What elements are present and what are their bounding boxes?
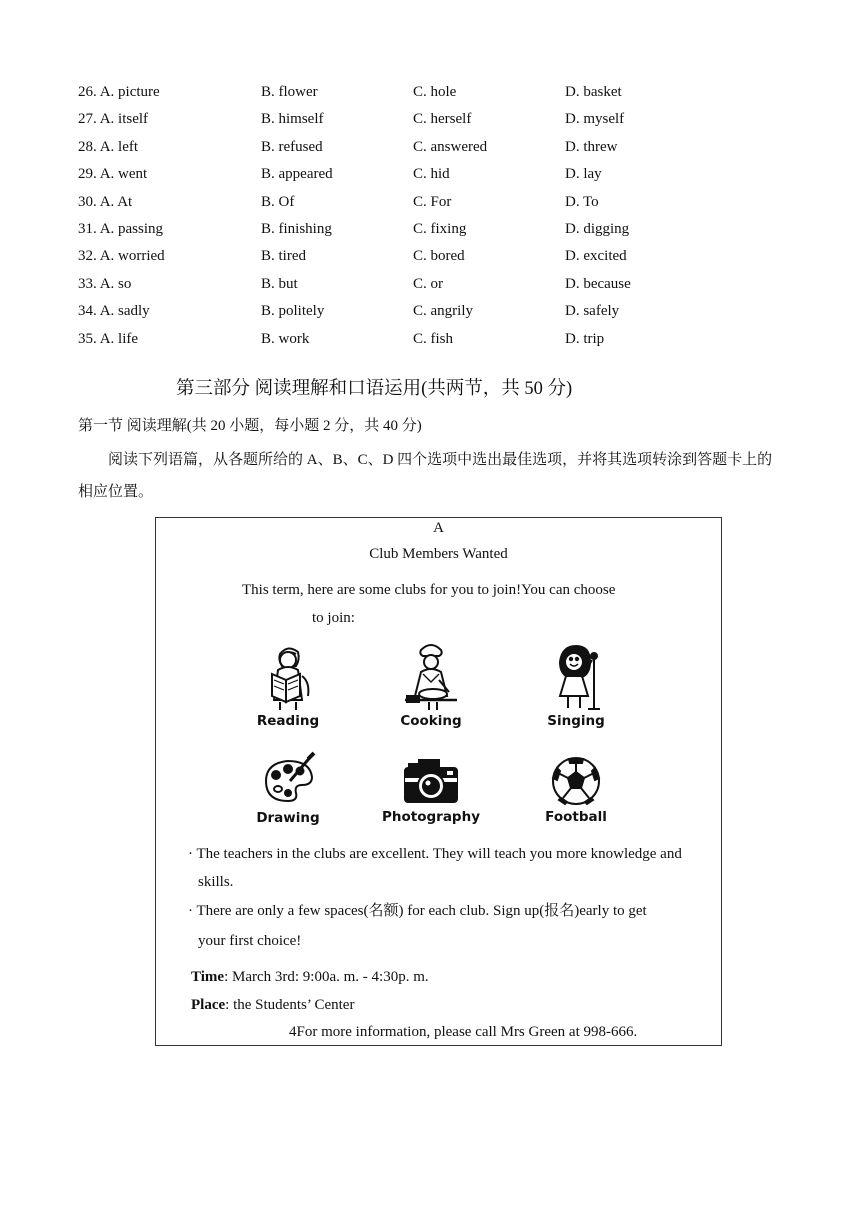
option-a: 34. A. sadly [78, 303, 150, 320]
question-row [78, 331, 778, 358]
option-c: C. bored [413, 248, 465, 265]
option-b: B. finishing [261, 220, 332, 237]
option-a: 26. A. picture [78, 84, 160, 100]
passage-box [155, 517, 722, 1046]
option-b: B. himself [261, 111, 324, 128]
question-row [78, 221, 778, 248]
option-b: B. flower [261, 84, 318, 100]
passage-title: Club Members Wanted [369, 546, 508, 562]
question-row [78, 248, 778, 275]
club-drawing [228, 751, 348, 826]
option-d: D. lay [565, 166, 602, 183]
option-d: D. myself [565, 111, 625, 128]
palette-icon [258, 751, 318, 809]
option-d: D. safely [565, 303, 620, 320]
option-c: C. answered [413, 138, 488, 155]
option-d: D. digging [565, 220, 630, 237]
option-c: C. For [413, 193, 452, 210]
football-icon [549, 754, 603, 808]
option-b: B. tired [261, 248, 306, 265]
club-cooking [371, 640, 491, 729]
option-a: 32. A. worried [78, 248, 165, 265]
option-c: C. herself [413, 111, 472, 128]
club-label-reading: Reading [256, 713, 320, 729]
question-row [78, 276, 778, 303]
contact-info: 4For more information, please call Mrs Green at 998-666. [289, 1024, 638, 1040]
club-label-drawing: Drawing [256, 810, 320, 826]
instructions: 阅读下列语篇，从各题所给的 A、B、C、D 四个选项中选出最佳选项，并将其选项转涂到答题卡上的相应位置。 [78, 452, 773, 500]
part-title: 第三部分 阅读理解和口语运用(共两节，共 50 分) [176, 379, 573, 399]
bullet-teachers: · The teachers in the clubs are excellent. They will teach you more knowledge and skills. [188, 846, 682, 890]
cooking-icon [399, 640, 463, 712]
option-c: C. fixing [413, 220, 467, 237]
option-c: C. or [413, 275, 443, 292]
passage-letter: A [433, 520, 444, 536]
option-b: B. appeared [261, 166, 333, 183]
camera-icon [401, 756, 461, 808]
question-row [78, 303, 778, 330]
section-title: 第一节 阅读理解(共 20 小题，每小题 2 分，共 40 分) [78, 418, 422, 434]
club-label-cooking: Cooking [400, 713, 462, 729]
club-reading [228, 640, 348, 729]
question-row [78, 84, 778, 111]
club-label-singing: Singing [547, 713, 605, 729]
question-row [78, 139, 778, 166]
club-photography [371, 756, 491, 825]
option-b: B. politely [261, 303, 325, 320]
option-d: D. To [565, 193, 599, 210]
club-label-football: Football [545, 809, 607, 825]
question-row [78, 194, 778, 221]
option-d: D. trip [565, 330, 605, 347]
club-singing [516, 644, 636, 729]
passage-intro-continued: to join: [312, 610, 355, 626]
options-list [78, 84, 778, 358]
club-football [516, 754, 636, 825]
option-a: 28. A. left [78, 138, 139, 155]
option-a: 29. A. went [78, 166, 148, 183]
question-row [78, 166, 778, 193]
option-a: 35. A. life [78, 330, 139, 347]
option-c: C. fish [413, 330, 454, 347]
option-c: C. hole [413, 84, 457, 100]
option-d: D. because [565, 275, 631, 292]
option-a: 30. A. At [78, 193, 133, 210]
question-row [78, 111, 778, 138]
option-b: B. but [261, 275, 298, 292]
singing-icon [546, 644, 606, 712]
option-d: D. excited [565, 248, 627, 265]
passage-intro: This term, here are some clubs for you to join!You can choose [242, 582, 616, 598]
option-b: B. work [261, 330, 310, 347]
place-info: Place: the Students’ Center [191, 997, 355, 1013]
option-a: 33. A. so [78, 275, 132, 292]
reading-icon [258, 640, 318, 712]
option-c: C. angrily [413, 303, 473, 320]
option-d: D. threw [565, 138, 618, 155]
time-info: Time: March 3rd: 9:00a. m. - 4:30p. m. [191, 969, 429, 985]
option-b: B. refused [261, 138, 323, 155]
option-b: B. Of [261, 193, 295, 210]
option-d: D. basket [565, 84, 622, 100]
option-a: 27. A. itself [78, 111, 149, 128]
option-c: C. hid [413, 166, 450, 183]
bullet-spaces: · There are only a few spaces(名额) for each club. Sign up(报名)early to get your first choice! [188, 903, 647, 949]
option-a: 31. A. passing [78, 220, 164, 237]
club-label-photography: Photography [381, 809, 480, 825]
